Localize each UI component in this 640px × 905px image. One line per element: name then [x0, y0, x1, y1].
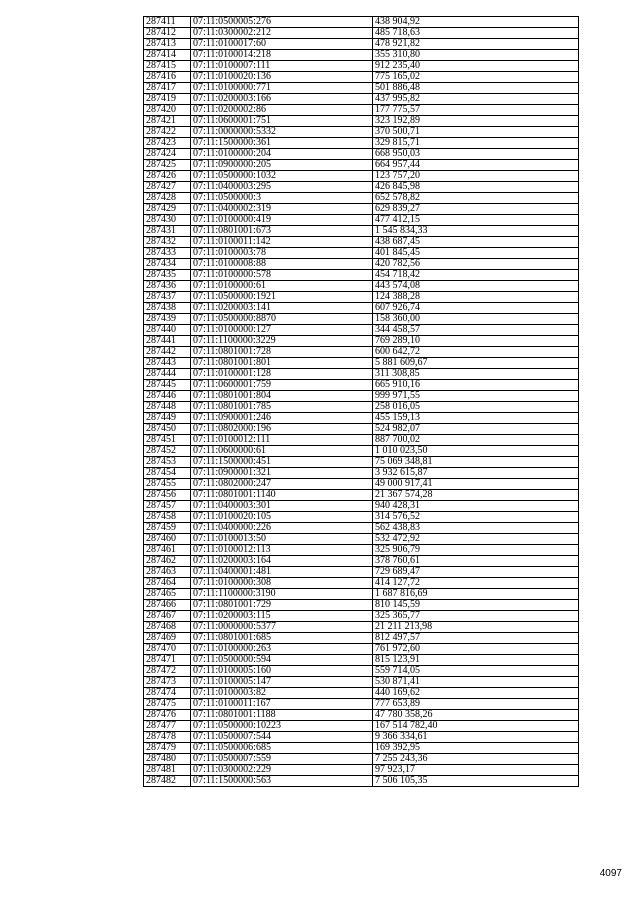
table-row [144, 292, 579, 303]
row-number-cell: 287441 [144, 336, 191, 347]
row-number-cell: 287430 [144, 215, 191, 226]
table-row [144, 468, 579, 479]
row-number-cell: 287449 [144, 413, 191, 424]
row-number-cell: 287455 [144, 479, 191, 490]
row-number-cell: 287473 [144, 677, 191, 688]
cadastral-value-cell: 454 718,42 [373, 270, 579, 281]
row-number-cell: 287442 [144, 347, 191, 358]
cadastral-value-cell: 815 123,91 [373, 655, 579, 666]
cadastral-value-cell: 440 169,62 [373, 688, 579, 699]
table-row [144, 259, 579, 270]
row-number-cell: 287481 [144, 765, 191, 776]
row-number-cell: 287479 [144, 743, 191, 754]
table-row [144, 39, 579, 50]
row-number-cell: 287459 [144, 523, 191, 534]
cadastral-number-cell: 07:11:0900001:321 [191, 468, 373, 479]
cadastral-number-cell: 07:11:0600001:751 [191, 116, 373, 127]
table-row [144, 457, 579, 468]
row-number-cell: 287452 [144, 446, 191, 457]
cadastral-number-cell: 07:11:1500000:361 [191, 138, 373, 149]
row-number-cell: 287423 [144, 138, 191, 149]
cadastral-number-cell: 07:11:0400002:319 [191, 204, 373, 215]
row-number-cell: 287464 [144, 578, 191, 589]
cadastral-value-cell: 169 392,95 [373, 743, 579, 754]
cadastral-value-cell: 664 957,44 [373, 160, 579, 171]
cadastral-value-cell: 532 472,92 [373, 534, 579, 545]
row-number-cell: 287469 [144, 633, 191, 644]
row-number-cell: 287458 [144, 512, 191, 523]
cadastral-number-cell: 07:11:0100014:218 [191, 50, 373, 61]
cadastral-value-cell: 311 308,85 [373, 369, 579, 380]
row-number-cell: 287428 [144, 193, 191, 204]
cadastral-number-cell: 07:11:0801001:729 [191, 600, 373, 611]
cadastral-number-cell: 07:11:0100020:136 [191, 72, 373, 83]
cadastral-number-cell: 07:11:0900001:246 [191, 413, 373, 424]
table-row [144, 380, 579, 391]
row-number-cell: 287426 [144, 171, 191, 182]
cadastral-value-cell: 775 165,02 [373, 72, 579, 83]
table-row [144, 358, 579, 369]
cadastral-number-cell: 07:11:0200003:115 [191, 611, 373, 622]
cadastral-value-cell: 600 642,72 [373, 347, 579, 358]
cadastral-number-cell: 07:11:0801001:804 [191, 391, 373, 402]
cadastral-number-cell: 07:11:0500007:544 [191, 732, 373, 743]
table-row [144, 281, 579, 292]
row-number-cell: 287429 [144, 204, 191, 215]
cadastral-number-cell: 07:11:0100000:61 [191, 281, 373, 292]
table-row [144, 314, 579, 325]
cadastral-value-cell: 1 010 023,50 [373, 446, 579, 457]
row-number-cell: 287475 [144, 699, 191, 710]
table-row [144, 149, 579, 160]
row-number-cell: 287465 [144, 589, 191, 600]
row-number-cell: 287450 [144, 424, 191, 435]
table-row [144, 127, 579, 138]
cadastral-number-cell: 07:11:0300002:212 [191, 28, 373, 39]
cadastral-number-cell: 07:11:0300002:229 [191, 765, 373, 776]
cadastral-number-cell: 07:11:0100000:308 [191, 578, 373, 589]
row-number-cell: 287457 [144, 501, 191, 512]
table-row [144, 83, 579, 94]
cadastral-value-cell: 665 910,16 [373, 380, 579, 391]
table-row [144, 50, 579, 61]
table-row [144, 435, 579, 446]
cadastral-number-cell: 07:11:0600001:759 [191, 380, 373, 391]
table-row [144, 743, 579, 754]
row-number-cell: 287416 [144, 72, 191, 83]
cadastral-number-cell: 07:11:0100012:111 [191, 435, 373, 446]
table-row [144, 237, 579, 248]
cadastral-number-cell: 07:11:0801001:801 [191, 358, 373, 369]
table-body [144, 17, 579, 787]
row-number-cell: 287432 [144, 237, 191, 248]
cadastral-number-cell: 07:11:0500000:8870 [191, 314, 373, 325]
cadastral-value-cell: 370 500,71 [373, 127, 579, 138]
table-row [144, 270, 579, 281]
cadastral-value-cell: 158 360,00 [373, 314, 579, 325]
cadastral-number-cell: 07:11:1500000:451 [191, 457, 373, 468]
table-row [144, 611, 579, 622]
table-row [144, 512, 579, 523]
cadastral-number-cell: 07:11:0100020:105 [191, 512, 373, 523]
table-row [144, 325, 579, 336]
cadastral-number-cell: 07:11:0200003:164 [191, 556, 373, 567]
table-row [144, 589, 579, 600]
table-row [144, 721, 579, 732]
cadastral-number-cell: 07:11:0801001:785 [191, 402, 373, 413]
table-row [144, 479, 579, 490]
cadastral-number-cell: 07:11:0100001:128 [191, 369, 373, 380]
row-number-cell: 287477 [144, 721, 191, 732]
table-row [144, 446, 579, 457]
cadastral-value-cell: 47 780 358,26 [373, 710, 579, 721]
table-row [144, 17, 579, 28]
cadastral-number-cell: 07:11:0600000:61 [191, 446, 373, 457]
cadastral-number-cell: 07:11:0000000:5377 [191, 622, 373, 633]
table-row [144, 622, 579, 633]
table-row [144, 501, 579, 512]
cadastral-value-cell: 562 438,83 [373, 523, 579, 534]
table-row [144, 655, 579, 666]
cadastral-value-cell: 524 982,07 [373, 424, 579, 435]
row-number-cell: 287412 [144, 28, 191, 39]
table-row [144, 105, 579, 116]
row-number-cell: 287436 [144, 281, 191, 292]
cadastral-value-cell: 9 366 334,61 [373, 732, 579, 743]
cadastral-number-cell: 07:11:0100011:167 [191, 699, 373, 710]
cadastral-number-cell: 07:11:0400000:226 [191, 523, 373, 534]
row-number-cell: 287444 [144, 369, 191, 380]
cadastral-value-cell: 344 458,57 [373, 325, 579, 336]
row-number-cell: 287431 [144, 226, 191, 237]
row-number-cell: 287417 [144, 83, 191, 94]
cadastral-number-cell: 07:11:0801001:1188 [191, 710, 373, 721]
table-row [144, 138, 579, 149]
cadastral-number-cell: 07:11:0100003:78 [191, 248, 373, 259]
cadastral-number-cell: 07:11:0500006:685 [191, 743, 373, 754]
table-row [144, 72, 579, 83]
row-number-cell: 287466 [144, 600, 191, 611]
cadastral-value-cell: 3 932 615,87 [373, 468, 579, 479]
row-number-cell: 287463 [144, 567, 191, 578]
row-number-cell: 287422 [144, 127, 191, 138]
cadastral-value-cell: 21 367 574,28 [373, 490, 579, 501]
cadastral-number-cell: 07:11:0100012:113 [191, 545, 373, 556]
row-number-cell: 287462 [144, 556, 191, 567]
row-number-cell: 287427 [144, 182, 191, 193]
cadastral-number-cell: 07:11:0400003:301 [191, 501, 373, 512]
table-row [144, 160, 579, 171]
row-number-cell: 287471 [144, 655, 191, 666]
cadastral-value-cell: 378 760,61 [373, 556, 579, 567]
cadastral-value-cell: 401 845,45 [373, 248, 579, 259]
table-row [144, 61, 579, 72]
cadastral-number-cell: 07:11:0801001:728 [191, 347, 373, 358]
cadastral-value-table [143, 16, 579, 787]
cadastral-value-cell: 21 211 213,98 [373, 622, 579, 633]
row-number-cell: 287421 [144, 116, 191, 127]
table-row [144, 215, 579, 226]
cadastral-number-cell: 07:11:1100000:3190 [191, 589, 373, 600]
cadastral-value-cell: 426 845,98 [373, 182, 579, 193]
cadastral-number-cell: 07:11:0801001:685 [191, 633, 373, 644]
cadastral-value-cell: 559 714,05 [373, 666, 579, 677]
row-number-cell: 287435 [144, 270, 191, 281]
row-number-cell: 287448 [144, 402, 191, 413]
row-number-cell: 287414 [144, 50, 191, 61]
cadastral-value-cell: 999 971,55 [373, 391, 579, 402]
table-row [144, 644, 579, 655]
cadastral-value-cell: 501 886,48 [373, 83, 579, 94]
table-row [144, 556, 579, 567]
row-number-cell: 287468 [144, 622, 191, 633]
cadastral-number-cell: 07:11:0100000:771 [191, 83, 373, 94]
row-number-cell: 287451 [144, 435, 191, 446]
table-row [144, 182, 579, 193]
cadastral-value-cell: 652 578,82 [373, 193, 579, 204]
cadastral-value-cell: 777 653,89 [373, 699, 579, 710]
cadastral-number-cell: 07:11:0100011:142 [191, 237, 373, 248]
cadastral-number-cell: 07:11:0900000:205 [191, 160, 373, 171]
cadastral-number-cell: 07:11:0100000:127 [191, 325, 373, 336]
cadastral-number-cell: 07:11:0100008:88 [191, 259, 373, 270]
cadastral-number-cell: 07:11:0100000:204 [191, 149, 373, 160]
cadastral-number-cell: 07:11:0200003:141 [191, 303, 373, 314]
cadastral-value-cell: 123 757,20 [373, 171, 579, 182]
cadastral-number-cell: 07:11:0400003:295 [191, 182, 373, 193]
row-number-cell: 287461 [144, 545, 191, 556]
cadastral-value-cell: 812 497,57 [373, 633, 579, 644]
row-number-cell: 287482 [144, 776, 191, 787]
cadastral-value-cell: 49 000 917,41 [373, 479, 579, 490]
table-row [144, 369, 579, 380]
cadastral-value-cell: 258 016,05 [373, 402, 579, 413]
table-row [144, 336, 579, 347]
table-row [144, 402, 579, 413]
cadastral-value-cell: 177 775,57 [373, 105, 579, 116]
cadastral-value-cell: 530 871,41 [373, 677, 579, 688]
table-row [144, 545, 579, 556]
row-number-cell: 287437 [144, 292, 191, 303]
table-row [144, 710, 579, 721]
row-number-cell: 287454 [144, 468, 191, 479]
table-row [144, 248, 579, 259]
cadastral-number-cell: 07:11:0100017:60 [191, 39, 373, 50]
cadastral-value-cell: 97 923,17 [373, 765, 579, 776]
cadastral-number-cell: 07:11:0100013:50 [191, 534, 373, 545]
cadastral-value-cell: 7 506 105,35 [373, 776, 579, 787]
table-row [144, 754, 579, 765]
cadastral-value-cell: 124 388,28 [373, 292, 579, 303]
table-row [144, 776, 579, 787]
table-row [144, 732, 579, 743]
row-number-cell: 287480 [144, 754, 191, 765]
row-number-cell: 287470 [144, 644, 191, 655]
cadastral-value-cell: 437 995,82 [373, 94, 579, 105]
cadastral-number-cell: 07:11:0801001:1140 [191, 490, 373, 501]
table-row [144, 699, 579, 710]
row-number-cell: 287453 [144, 457, 191, 468]
cadastral-value-cell: 75 069 348,81 [373, 457, 579, 468]
table-row [144, 94, 579, 105]
cadastral-value-cell: 438 904,92 [373, 17, 579, 28]
row-number-cell: 287411 [144, 17, 191, 28]
table-row [144, 347, 579, 358]
cadastral-number-cell: 07:11:0000000:5332 [191, 127, 373, 138]
cadastral-number-cell: 07:11:1100000:3229 [191, 336, 373, 347]
table-row [144, 600, 579, 611]
cadastral-value-cell: 167 514 782,40 [373, 721, 579, 732]
row-number-cell: 287413 [144, 39, 191, 50]
table-row [144, 116, 579, 127]
cadastral-value-cell: 478 921,82 [373, 39, 579, 50]
row-number-cell: 287440 [144, 325, 191, 336]
cadastral-value-cell: 7 255 243,36 [373, 754, 579, 765]
row-number-cell: 287434 [144, 259, 191, 270]
table-row [144, 567, 579, 578]
row-number-cell: 287424 [144, 149, 191, 160]
row-number-cell: 287467 [144, 611, 191, 622]
cadastral-number-cell: 07:11:0500000:10223 [191, 721, 373, 732]
row-number-cell: 287476 [144, 710, 191, 721]
cadastral-value-cell: 668 950,03 [373, 149, 579, 160]
cadastral-number-cell: 07:11:0802000:247 [191, 479, 373, 490]
row-number-cell: 287433 [144, 248, 191, 259]
cadastral-value-cell: 355 310,80 [373, 50, 579, 61]
row-number-cell: 287456 [144, 490, 191, 501]
cadastral-value-cell: 940 428,31 [373, 501, 579, 512]
row-number-cell: 287446 [144, 391, 191, 402]
cadastral-value-cell: 325 906,79 [373, 545, 579, 556]
cadastral-value-cell: 323 192,89 [373, 116, 579, 127]
cadastral-number-cell: 07:11:0500000:1921 [191, 292, 373, 303]
cadastral-value-cell: 314 576,52 [373, 512, 579, 523]
table-row [144, 193, 579, 204]
cadastral-value-cell: 443 574,08 [373, 281, 579, 292]
table-row [144, 303, 579, 314]
cadastral-number-cell: 07:11:0100007:111 [191, 61, 373, 72]
row-number-cell: 287419 [144, 94, 191, 105]
table-row [144, 765, 579, 776]
cadastral-number-cell: 07:11:0802000:196 [191, 424, 373, 435]
table-row [144, 391, 579, 402]
table-row [144, 633, 579, 644]
cadastral-value-cell: 420 782,56 [373, 259, 579, 270]
table-row [144, 666, 579, 677]
cadastral-number-cell: 07:11:0500000:3 [191, 193, 373, 204]
row-number-cell: 287438 [144, 303, 191, 314]
row-number-cell: 287425 [144, 160, 191, 171]
table-row [144, 534, 579, 545]
cadastral-value-cell: 629 839,27 [373, 204, 579, 215]
cadastral-value-cell: 485 718,63 [373, 28, 579, 39]
row-number-cell: 287472 [144, 666, 191, 677]
row-number-cell: 287445 [144, 380, 191, 391]
cadastral-value-cell: 455 159,13 [373, 413, 579, 424]
table-row [144, 226, 579, 237]
cadastral-number-cell: 07:11:0100000:419 [191, 215, 373, 226]
row-number-cell: 287443 [144, 358, 191, 369]
cadastral-value-cell: 1 687 816,69 [373, 589, 579, 600]
table-row [144, 578, 579, 589]
table-row [144, 688, 579, 699]
cadastral-value-cell: 1 545 834,33 [373, 226, 579, 237]
page-number: 4097 [599, 868, 622, 879]
cadastral-value-cell: 769 289,10 [373, 336, 579, 347]
cadastral-value-cell: 477 412,15 [373, 215, 579, 226]
cadastral-value-cell: 912 235,40 [373, 61, 579, 72]
cadastral-number-cell: 07:11:0400001:481 [191, 567, 373, 578]
cadastral-value-cell: 887 700,02 [373, 435, 579, 446]
cadastral-number-cell: 07:11:0100005:147 [191, 677, 373, 688]
cadastral-value-cell: 329 815,71 [373, 138, 579, 149]
cadastral-number-cell: 07:11:0100000:263 [191, 644, 373, 655]
cadastral-number-cell: 07:11:0500007:559 [191, 754, 373, 765]
row-number-cell: 287474 [144, 688, 191, 699]
cadastral-number-cell: 07:11:0500005:276 [191, 17, 373, 28]
cadastral-value-cell: 325 365,77 [373, 611, 579, 622]
row-number-cell: 287415 [144, 61, 191, 72]
cadastral-number-cell: 07:11:1500000:563 [191, 776, 373, 787]
cadastral-number-cell: 07:11:0801001:673 [191, 226, 373, 237]
row-number-cell: 287478 [144, 732, 191, 743]
cadastral-value-cell: 761 972,60 [373, 644, 579, 655]
table-row [144, 677, 579, 688]
cadastral-number-cell: 07:11:0200003:166 [191, 94, 373, 105]
table-row [144, 171, 579, 182]
cadastral-value-cell: 414 127,72 [373, 578, 579, 589]
table-row [144, 204, 579, 215]
row-number-cell: 287439 [144, 314, 191, 325]
cadastral-number-cell: 07:11:0100005:160 [191, 666, 373, 677]
cadastral-number-cell: 07:11:0100000:578 [191, 270, 373, 281]
cadastral-value-cell: 5 881 609,67 [373, 358, 579, 369]
table-row [144, 523, 579, 534]
cadastral-number-cell: 07:11:0200002:86 [191, 105, 373, 116]
table-row [144, 424, 579, 435]
row-number-cell: 287420 [144, 105, 191, 116]
table-row [144, 413, 579, 424]
cadastral-value-cell: 729 689,47 [373, 567, 579, 578]
cadastral-value-cell: 438 687,45 [373, 237, 579, 248]
cadastral-number-cell: 07:11:0500000:1032 [191, 171, 373, 182]
table-row [144, 28, 579, 39]
cadastral-value-cell: 607 926,74 [373, 303, 579, 314]
cadastral-number-cell: 07:11:0100003:82 [191, 688, 373, 699]
row-number-cell: 287460 [144, 534, 191, 545]
cadastral-number-cell: 07:11:0500000:594 [191, 655, 373, 666]
table-row [144, 490, 579, 501]
cadastral-value-cell: 810 145,59 [373, 600, 579, 611]
